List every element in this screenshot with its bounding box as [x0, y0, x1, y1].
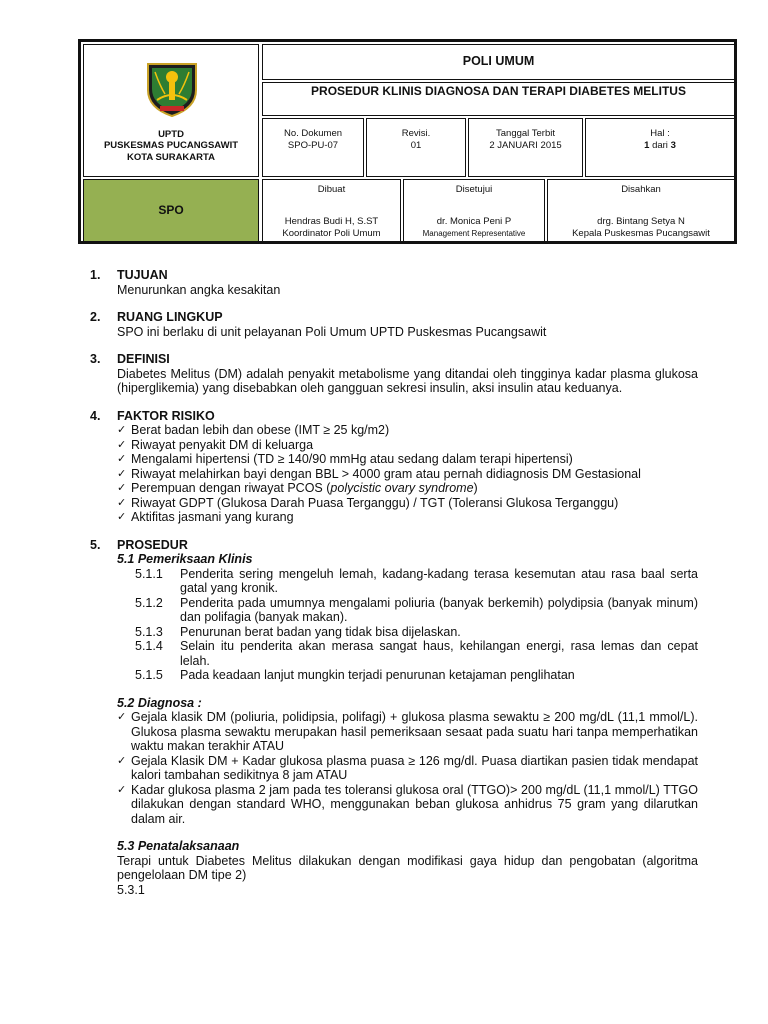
meta-value: SPO-PU-07: [287, 139, 339, 151]
meta-label: Hal :: [650, 128, 670, 139]
signature-approved: [403, 179, 545, 242]
item-number: 5.1.4: [135, 639, 163, 653]
section-text: Menurunkan angka kesakitan: [117, 282, 281, 297]
document-title-text: PROSEDUR KLINIS DIAGNOSA DAN TERAPI DIABETES MELITUS: [311, 84, 686, 98]
list-item: [135, 596, 698, 625]
pcos-prefix: Perempuan dengan riwayat PCOS (: [131, 481, 331, 495]
signature-name: drg. Bintang Setya N: [597, 216, 685, 227]
signature-ratified: [547, 179, 735, 242]
list-item: [135, 625, 698, 640]
item-text: Penderita sering mengeluh lemah, kadang-kadang terasa kesemutan atau rasa baal serta gatal yang kronik.: [180, 566, 698, 595]
list-item: ✓ Riwayat penyakit DM di keluarga: [117, 438, 698, 453]
meta-label: Tanggal Terbit: [496, 128, 555, 139]
section-text: Terapi untuk Diabetes Melitus dilakukan dengan modifikasi gaya hidup dan pengobatan (algoritma pengelolaan DM tipe 2): [117, 853, 698, 882]
section-definisi: [90, 352, 698, 396]
section-number: 5.: [90, 537, 101, 552]
item-text: Pada keadaan lanjut mungkin terjadi penurunan ketajaman penglihatan: [180, 668, 575, 682]
meta-label: Revisi.: [401, 128, 431, 139]
pcos-term: polycistic ovary syndrome: [330, 481, 474, 495]
item-text: Selain itu penderita akan merasa sangat haus, kehilangan energi, rasa lemas dan cepat lelah.: [180, 639, 698, 668]
org-line-uptd: UPTD: [158, 129, 184, 140]
section-prosedur: [90, 538, 698, 898]
signature-name: dr. Monica Peni P: [436, 216, 512, 227]
document-title: [262, 82, 735, 116]
signature-role: Kepala Puskesmas Pucangsawit: [572, 228, 710, 239]
section-title: DEFINISI: [117, 352, 170, 366]
city-emblem-logo: [143, 60, 201, 118]
meta-label: No. Dokumen: [283, 128, 343, 139]
meta-issue-date: [468, 118, 583, 177]
item-number: 5.1.3: [135, 624, 163, 639]
risk-factor-list: [90, 423, 698, 525]
subsection-title: 5.2 Diagnosa :: [117, 695, 202, 710]
list-item: [135, 567, 698, 596]
pcos-suffix: ): [473, 481, 478, 495]
section-heading: [90, 268, 698, 283]
list-item: ✓ Gejala Klasik DM + Kadar glukosa plasma puasa ≥ 126 mg/dl. Puasa diartikan pasien tidak mendapat kalori tambahan sedikitnya 8 jam ATAU: [117, 754, 698, 783]
meta-value: 01: [410, 139, 422, 151]
next-item-number: 5.3.1: [117, 882, 145, 897]
spo-label-cell: [83, 179, 259, 242]
unit-title: [262, 44, 735, 80]
signature-role: Management Representative: [422, 229, 526, 238]
meta-value: 2 JANUARI 2015: [489, 139, 562, 151]
section-text: Diabetes Melitus (DM) adalah penyakit metabolisme yang ditandai oleh tingginya kadar plasma glukosa (hiperglikemia) yang disebabkan oleh gangguan sekresi insulin, aksi insulin atau keduanya.: [117, 366, 698, 395]
meta-revision: [366, 118, 466, 177]
list-item: ✓ Gejala klasik DM (poliuria, polidipsia, polifagi) + glukosa plasma sewaktu ≥ 200 mg/dL (11,1 mmol/L). Glukosa plasma sewaktu merupakan hasil pemeriksaan sesaat pada suatu hari tanpa memperhatikan waktu makan terakhir ATAU: [117, 710, 698, 754]
section-number: 3.: [90, 352, 101, 366]
section-heading: [90, 310, 698, 325]
signature-created: [262, 179, 401, 242]
page-separator: dari: [649, 139, 671, 151]
item-number: 5.1.5: [135, 668, 163, 682]
list-item: ✓ Kadar glukosa plasma 2 jam pada tes toleransi glukosa oral (TTGO)> 200 mg/dL (11,1 mmol/L) TTGO dilakukan dengan standard WHO, menggunakan beban glukosa anhidrus 75 gram yang dilarutkan dalam air.: [117, 783, 698, 827]
section-number: 4.: [90, 408, 101, 423]
list-item: [135, 668, 698, 683]
section-heading: [90, 352, 698, 367]
spo-label: SPO: [158, 203, 184, 217]
item-text: Penderita pada umumnya mengalami poliuria (banyak berkemih) polydipsia (banyak minum) dan polifagia (banyak makan).: [180, 595, 698, 624]
section-ruang-lingkup: [90, 310, 698, 339]
meta-page: [585, 118, 735, 177]
section-number: 2.: [90, 310, 101, 324]
section-tujuan: [90, 268, 698, 297]
list-item: [117, 481, 698, 496]
item-number: 5.1.1: [135, 566, 163, 581]
signature-name: Hendras Budi H, S.ST: [284, 216, 379, 227]
section-faktor-risiko: [90, 409, 698, 525]
page-total: 3: [670, 139, 676, 151]
clinical-exam-list: [90, 567, 698, 683]
signature-label: Dibuat: [317, 184, 346, 195]
section-title: FAKTOR RISIKO: [117, 408, 215, 423]
item-number: 5.1.2: [135, 595, 163, 610]
signature-label: Disahkan: [621, 184, 661, 195]
subsection-title: 5.3 Penatalaksanaan: [117, 839, 240, 853]
item-text: Penurunan berat badan yang tidak bisa dijelaskan.: [180, 624, 461, 639]
meta-doc-number: [262, 118, 364, 177]
signature-role: Koordinator Poli Umum: [282, 228, 381, 239]
list-item: ✓ Aktifitas jasmani yang kurang: [117, 510, 698, 525]
list-item: ✓ Riwayat melahirkan bayi dengan BBL > 4000 gram atau pernah didiagnosis DM Gestasional: [117, 467, 698, 482]
meta-value: [586, 140, 734, 152]
page-current: 1: [644, 139, 650, 151]
section-title: PROSEDUR: [117, 537, 188, 552]
document-header-table: [78, 39, 737, 244]
unit-title-text: POLI UMUM: [462, 54, 535, 69]
section-heading: [90, 409, 698, 424]
org-line-city: KOTA SURAKARTA: [127, 151, 215, 163]
signature-label: Disetujui: [455, 184, 493, 195]
org-line-puskesmas: PUSKESMAS PUCANGSAWIT: [103, 140, 239, 152]
document-body: [90, 268, 698, 897]
section-heading: [90, 538, 698, 553]
diagnosis-list: [90, 710, 698, 826]
subsection-title: 5.1 Pemeriksaan Klinis: [117, 552, 253, 566]
list-item: ✓ Berat badan lebih dan obese (IMT ≥ 25 kg/m2): [117, 423, 698, 438]
section-title: RUANG LINGKUP: [117, 310, 223, 324]
section-text: SPO ini berlaku di unit pelayanan Poli Umum UPTD Puskesmas Pucangsawit: [117, 324, 547, 339]
list-item: [135, 639, 698, 668]
section-title: TUJUAN: [117, 268, 168, 282]
list-item: ✓ Riwayat GDPT (Glukosa Darah Puasa Terganggu) / TGT (Toleransi Glukosa Terganggu): [117, 496, 698, 511]
section-number: 1.: [90, 268, 101, 282]
organization-name: [84, 129, 258, 163]
list-item: ✓ Mengalami hipertensi (TD ≥ 140/90 mmHg atau sedang dalam terapi hipertensi): [117, 452, 698, 467]
logo-cell: [83, 44, 259, 177]
